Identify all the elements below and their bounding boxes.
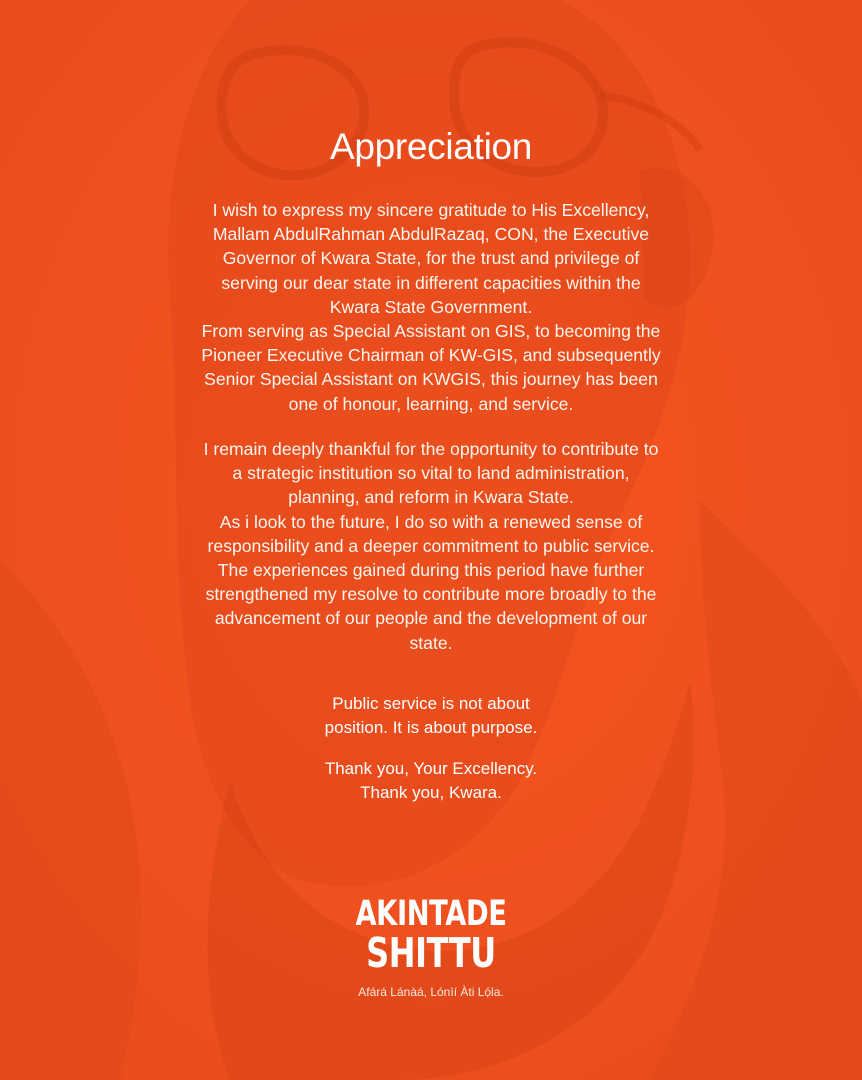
paragraph-line: serving our dear state in different capacities within the [221, 272, 641, 293]
paragraph-line: Mallam AbdulRahman AbdulRazaq, CON, the Executive [212, 224, 650, 245]
thanks-line: Thank you, Your Excellency. [324, 759, 538, 778]
page-title: Appreciation [329, 126, 533, 167]
paragraph-line: strengthened my resolve to contribute more broadly to the [205, 584, 657, 605]
paragraph-line: Pioneer Executive Chairman of KW-GIS, and subsequently [201, 345, 661, 366]
logo-name-last: SHITTU [366, 929, 496, 977]
paragraph-line: Governor of Kwara State, for the trust and privilege of [222, 248, 640, 269]
paragraph-line: I wish to express my sincere gratitude to His Excellency, [212, 200, 650, 220]
paragraph-line: state. [409, 632, 453, 653]
paragraph-line: As i look to the future, I do so with a renewed sense of [219, 511, 643, 532]
paragraph-line: planning, and reform in Kwara State. [288, 487, 574, 508]
logo-name-first: AKINTADE [355, 894, 507, 934]
akintade-shittu-logo [330, 896, 532, 999]
paragraph-line: responsibility and a deeper commitment to public service. [207, 535, 655, 556]
quote-line: position. It is about purpose. [324, 718, 538, 737]
paragraph-line: advancement of our people and the development of our [214, 608, 648, 629]
paragraph-2 [160, 437, 702, 655]
pull-quote [230, 692, 632, 740]
logo-tagline: Afárá Lánàá, Lónìí Àti Lọ́la. [358, 985, 504, 999]
paragraph-line: From serving as Special Assistant on GIS, to becoming the [201, 321, 661, 342]
paragraph-line: Senior Special Assistant on KWGIS, this journey has been [204, 369, 658, 390]
quote-line: Public service is not about [332, 694, 530, 713]
paragraph-1 [160, 198, 702, 416]
paragraph-line: The experiences gained during this period have further [217, 560, 645, 581]
paragraph-line: a strategic institution so vital to land administration, [232, 463, 630, 484]
paragraph-line: Kwara State Government. [329, 296, 533, 317]
thank-you-note [230, 757, 632, 805]
thanks-line: Thank you, Kwara. [360, 783, 502, 802]
paragraph-line: one of honour, learning, and service. [288, 393, 574, 414]
paragraph-line: I remain deeply thankful for the opportunity to contribute to [203, 439, 659, 459]
